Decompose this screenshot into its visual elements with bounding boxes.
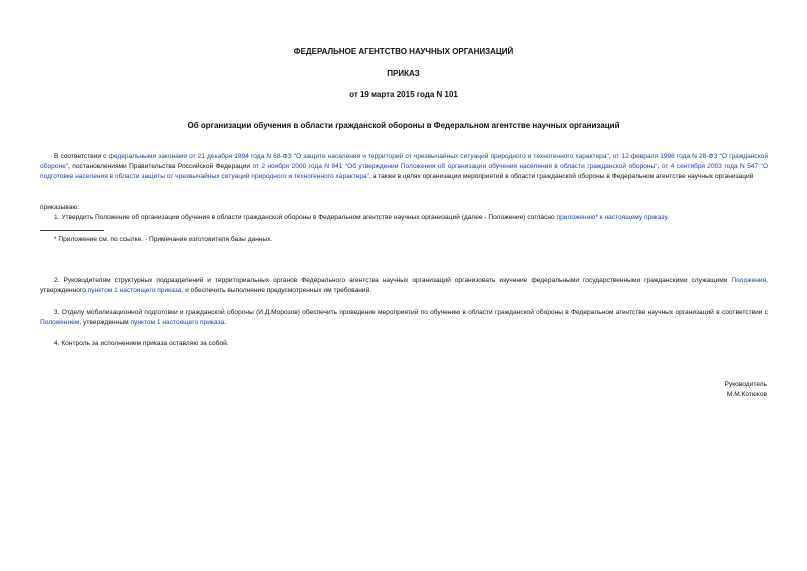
link-decree-547[interactable]: от 4 сентября 2003 года N 547 "О подготовке населения в области защиты от чрезвычайных ситуаций природного и техногенного характера" [40,163,768,180]
item-2-text-3: , и обеспечить выполнение предусмотренных им требований. [181,287,372,294]
preamble-text-3: , постановлениями Правительства Российской Федерации [68,163,253,170]
item-1-text-1: 1. Утвердить Положение об организации обучения в области гражданской обороны в Федеральном агентстве научных организаций (далее - Положение) согласно [54,214,557,221]
document-date-number: от 19 марта 2015 года N 101 [349,90,458,99]
item-4-paragraph: 4. Контроль за исполнением приказа оставляю за собой. [54,340,229,347]
item-3-text-1: 3. Отделу мобилизационной подготовки и гражданской обороны (И.Д.Морозов) обеспечить проведение мероприятий по обучению в области гражданской обороны в Федеральном агентстве научных организаций в соответствии с [54,309,768,316]
document-type: ПРИКАЗ [387,69,420,78]
item-3-paragraph [40,308,768,328]
item-2-text-1: 2. Руководителям структурных подразделений и территориальных органов Федерального агентства научных организаций организовать изучение федеральными государственными гражданскими служащими [54,277,732,284]
link-item-1-2[interactable]: пунктом 1 настоящего приказа [130,319,225,326]
link-decree-841[interactable]: от 2 ноября 2000 года N 841 "Об утверждении Положения об организации обучения населения в области гражданской обороны" [252,163,658,170]
item-1-text-2: . [667,214,669,221]
item-1-paragraph [40,213,768,223]
item-2-paragraph [40,276,768,296]
item-3-text-2: , утвержденным [79,319,131,326]
preamble-text-2: , [608,153,613,160]
link-federal-law-68[interactable]: федеральными законами от 21 декабря 1994 года N 68-ФЗ "О защите населения и территорий от чрезвычайных ситуаций природного и техногенного характера" [108,153,609,160]
agency-name: ФЕДЕРАЛЬНОЕ АГЕНТСТВО НАУЧНЫХ ОРГАНИЗАЦИЙ [293,47,514,56]
preamble-text-5: , а также в целях организации мероприятий в области гражданской обороны в Федеральном агентстве научных организаций [369,173,754,180]
item-3-text-3: . [224,319,227,326]
link-item-1[interactable]: пунктом 1 настоящего приказа [87,287,182,294]
signature-position: Руководитель [724,381,767,388]
preamble-paragraph [40,152,768,182]
document-title: Об организации обучения в области гражданской обороны в Федеральном агентстве научных организаций [187,121,620,130]
order-word: приказываю: [40,204,80,211]
preamble-text-1: В соответствии с [54,153,109,160]
footnote: * Приложение см. по ссылке. - Примечание изготовителя базы данных. [54,236,273,243]
link-federal-law-28[interactable]: от 12 февраля 1998 года N 28-ФЗ "О гражданской обороне" [40,153,769,170]
preamble-text-4: , [657,163,662,170]
link-regulation-2[interactable]: Положением [40,319,80,326]
signature-name: М.М.Котюков [726,391,767,398]
item-2-text-2: , утвержденного [40,277,768,294]
link-regulation[interactable]: Положения [731,277,767,284]
footnote-divider [40,230,104,231]
link-appendix[interactable]: приложению* к настоящему приказу [556,214,668,221]
